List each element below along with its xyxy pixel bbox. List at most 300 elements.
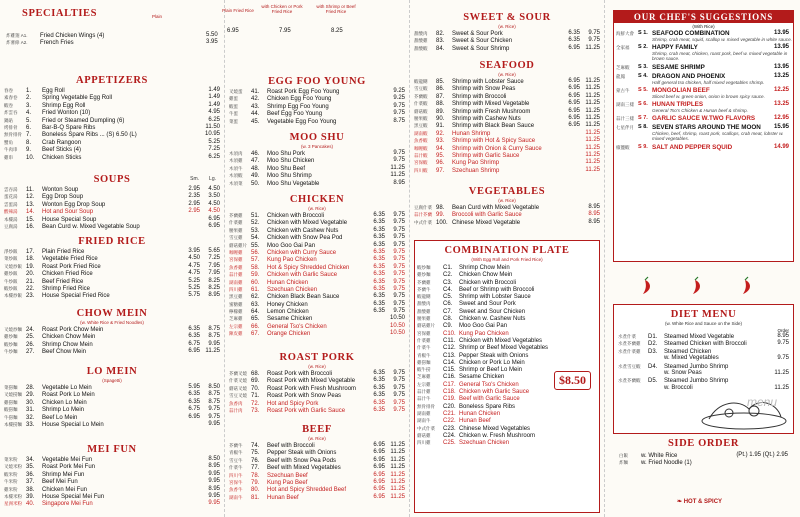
item-price-small: 2.95 — [188, 200, 200, 207]
item-prices — [180, 333, 220, 340]
menu-item-row — [4, 87, 220, 94]
menu-item-row — [414, 137, 600, 144]
item-prices — [180, 201, 220, 208]
menu-item-row — [4, 456, 220, 463]
item-number: 80. — [251, 487, 260, 494]
menu-item-row — [229, 486, 405, 493]
item-number: 44. — [251, 111, 260, 118]
menu-item-row — [4, 493, 220, 500]
item-price-small: 6.95 — [373, 456, 385, 463]
menu-item-row — [4, 223, 220, 230]
chef-title: OUR CHEF'S SUGGESTIONS — [614, 11, 793, 23]
menu-item-row — [4, 117, 220, 124]
chef-item — [614, 115, 793, 122]
item-price-large: 8.75 — [208, 398, 220, 405]
menu-item-row — [229, 227, 405, 234]
combo-sub: (With Egg Roll and Pork Fried Rice) — [471, 257, 543, 262]
item-price-large: 10.50 — [389, 315, 405, 322]
column-3 — [410, 0, 605, 517]
item-name: Szechuan Shrimp — [452, 167, 500, 174]
item-name: w. Fried Noodle (1) — [641, 460, 692, 467]
item-chinese-name: 魚香蝦 — [414, 138, 428, 144]
item-number: 85. — [436, 79, 445, 85]
item-price — [200, 471, 220, 478]
menu-item-row — [229, 400, 405, 407]
combo-item-row — [415, 432, 599, 439]
item-chinese-name: 水煮雪豆蝦 — [618, 363, 641, 369]
item-number: 24. — [26, 327, 35, 333]
item-chinese-name: 雪豆牛 — [229, 457, 243, 463]
item-prices — [365, 392, 405, 399]
moo-shu-section — [229, 132, 405, 187]
item-price — [385, 110, 405, 117]
sweet-sour-title: SWEET & SOUR — [463, 12, 551, 23]
item-price-large: 8.75 — [208, 333, 220, 340]
item-name: Hunan Beef — [459, 418, 491, 425]
fried-rice-list — [4, 248, 220, 300]
item-number: 92. — [436, 130, 445, 137]
item-price: 12.95 — [773, 115, 789, 122]
item-chinese-name: 本樓炒飯 — [4, 293, 22, 299]
item-chinese-name: 牛炒麵 — [4, 349, 18, 355]
item-chinese-name: 蝦炒麵 — [4, 341, 18, 347]
item-chinese-name: 菜撈麵 — [4, 385, 18, 390]
combo-price-badge: $8.50 — [554, 371, 591, 390]
item-title: HUNAN TRIPLES — [652, 101, 704, 109]
item-price-large: 8.25 — [208, 277, 220, 284]
item-name: Vegetable Lo Mein — [42, 385, 92, 391]
item-name: Shrimp Chow Mein — [459, 265, 510, 271]
item-price-value: 9.75 — [393, 102, 405, 109]
item-chinese-name: 湖南蝦 — [414, 130, 428, 136]
item-number: 79. — [251, 479, 260, 486]
item-number: 67. — [251, 331, 260, 338]
item-prices — [180, 216, 220, 223]
item-chinese-name: 什菜雞 — [229, 220, 243, 226]
price-plain: 3.95 — [206, 39, 218, 46]
menu-item-row — [414, 45, 600, 52]
item-price-small: 5.25 — [188, 277, 200, 284]
item-price-large: 9.75 — [393, 293, 405, 300]
menu-item-row — [229, 286, 405, 293]
menu-item-row — [229, 88, 405, 95]
item-price-small: 5.25 — [188, 284, 200, 291]
item-name: Sweet and Sour Pork — [459, 301, 516, 308]
item-prices — [180, 248, 220, 255]
item-prices — [365, 286, 405, 293]
item-name: Hot and Sour Soup — [42, 209, 94, 216]
combo-item-row — [415, 264, 599, 271]
item-price — [385, 95, 405, 102]
item-name: Orange Chicken — [267, 331, 311, 338]
item-number: 72. — [251, 400, 260, 407]
item-price-value: 9.95 — [208, 470, 220, 477]
item-price — [200, 486, 220, 493]
item-chinese-name: 腰果雞 — [417, 316, 431, 322]
item-number: 78. — [251, 472, 260, 479]
item-number: 90. — [436, 115, 445, 122]
item-name: Shrimp with Broccoli — [452, 93, 507, 100]
item-chinese-name: 蝦米粉 — [4, 471, 18, 477]
item-number: 88. — [436, 101, 445, 108]
item-prices — [365, 308, 405, 315]
beef-section — [229, 424, 405, 501]
item-number: 41. — [251, 89, 260, 95]
menu-item-row — [4, 341, 220, 348]
item-prices — [180, 391, 220, 398]
diet-item-row — [618, 340, 789, 347]
item-name: Vegetable Mei Fun — [42, 457, 93, 463]
item-name: Crab Rangoon — [42, 139, 82, 146]
item-number: 3. — [26, 102, 32, 109]
item-name: Chicken with Broccoli — [267, 213, 325, 219]
item-name: Moo Shu Shrimp — [267, 173, 312, 180]
item-price — [200, 124, 220, 131]
item-name: Kung Pao Shrimp — [452, 160, 500, 167]
item-number: 14. — [26, 209, 35, 216]
menu-item-row — [229, 180, 405, 187]
item-number: C14. — [443, 359, 456, 366]
item-number: 21. — [26, 278, 35, 285]
item-price-large: 9.75 — [393, 226, 405, 233]
item-number: 87. — [436, 93, 445, 100]
item-prices — [560, 93, 600, 100]
menu-item-row — [4, 131, 220, 138]
item-price — [385, 165, 405, 172]
item-price-large: 11.25 — [585, 100, 600, 107]
item-price-large: 8.95 — [208, 292, 220, 299]
item-price-large: 8.50 — [208, 384, 220, 390]
item-number: 40. — [26, 501, 35, 508]
item-price-large: 4.50 — [208, 200, 220, 207]
item-name: Broccoli with Garlic Sauce — [452, 212, 522, 219]
item-prices — [560, 152, 600, 159]
chef-item — [614, 44, 793, 61]
sweet-sour-section — [414, 12, 600, 52]
menu-item-row — [414, 30, 600, 37]
diet-sub: (w. White Rice and Sauce on the Side) — [664, 321, 743, 326]
item-chinese-name: 豆腐什菜 — [414, 205, 432, 210]
item-prices — [180, 348, 220, 355]
item-code: S 3. — [638, 63, 648, 70]
combo-item-row — [415, 359, 599, 366]
item-description: Shrimp, crab meat, squid, scallop w. mixed vegetable in white sauce. — [652, 37, 792, 42]
item-name: Bar-B-Q Spare Ribs — [42, 124, 96, 131]
mei-fun-title: MEI FUN — [87, 444, 137, 455]
item-price — [580, 219, 600, 226]
item-price-large: 9.75 — [393, 392, 405, 399]
item-chinese-name: 湖南雞 — [229, 279, 243, 285]
item-chinese-name: 蘑菇雞片 — [417, 323, 435, 329]
item-price — [769, 333, 789, 340]
item-price-large: 5.65 — [208, 248, 220, 254]
item-name: Chicken Black Bean Sauce — [267, 294, 340, 301]
item-prices — [180, 421, 220, 428]
item-price-large: 11.25 — [585, 85, 600, 92]
item-chinese-name: 四川雞 — [417, 440, 431, 446]
chef-item — [614, 30, 793, 42]
menu-item-row — [4, 406, 220, 413]
diet-order-label: Order — [777, 328, 789, 333]
side-order-section — [613, 436, 794, 512]
item-number: 39. — [26, 493, 35, 500]
item-number: 12. — [26, 194, 35, 201]
item-name: Beef Egg Foo Young — [267, 111, 323, 118]
item-price — [769, 348, 789, 355]
item-number: 73. — [251, 407, 260, 414]
item-chinese-name: 全家福 — [616, 45, 630, 51]
menu-item-row — [4, 384, 220, 391]
side-item-row — [619, 459, 788, 466]
item-chinese-name: 中式什菜 — [414, 219, 432, 225]
item-chinese-name: 雞炒飯 — [4, 271, 18, 277]
item-number: C1. — [443, 265, 453, 271]
item-name: Egg Drop Soup — [42, 194, 84, 201]
item-title: SEVEN STARS AROUND THE MOON — [652, 124, 761, 132]
item-number: C3. — [443, 279, 453, 286]
item-name: Fried Wonton (10) — [42, 110, 91, 117]
item-chinese-name: 炸雞翅 A1. — [6, 33, 28, 38]
item-price-value: 6.25 — [208, 116, 220, 123]
menu-item-row — [414, 100, 600, 107]
item-name: Moo Shu Pork — [267, 151, 306, 157]
item-number: C2. — [443, 272, 453, 279]
item-number: 48. — [251, 165, 260, 172]
item-chinese-name: 木須菜 — [229, 180, 243, 186]
menu-item-row — [229, 103, 405, 110]
item-price-small: 6.95 — [568, 78, 580, 84]
item-chinese-name: 淨炒飯 — [4, 249, 18, 254]
item-name: Steamed Chicken — [664, 348, 712, 355]
item-price-small: 6.35 — [373, 285, 385, 292]
combo-list — [415, 264, 599, 446]
combo-item-row — [415, 439, 599, 446]
menu-item-row — [414, 211, 600, 218]
item-price: 13.95 — [773, 44, 789, 51]
item-chinese-name: 水煮什菜雞 — [618, 348, 641, 354]
item-name: Pepper Steak with Onions — [459, 352, 529, 359]
item-price — [200, 117, 220, 124]
item-price — [385, 150, 405, 157]
item-price-small: 6.35 — [373, 248, 385, 255]
item-price-large: 7.95 — [208, 270, 220, 277]
item-price — [200, 146, 220, 153]
combo-item-row — [415, 322, 599, 329]
price-p4: 8.25 — [331, 28, 343, 34]
item-price-large: 11.25 — [585, 159, 600, 166]
combo-item-row — [415, 308, 599, 315]
item-price-value: 8.95 — [393, 179, 405, 186]
item-price-value: 4.95 — [208, 109, 220, 116]
item-number: 77. — [251, 465, 260, 472]
item-prices — [365, 256, 405, 263]
item-name: Moo Shu Vegetable — [267, 180, 320, 187]
item-price-large: 10.50 — [389, 322, 405, 329]
item-price-small: 6.95 — [568, 44, 580, 51]
item-price-small: 6.35 — [373, 271, 385, 278]
menu-item-row — [4, 201, 220, 208]
item-price-value: 9.95 — [208, 478, 220, 485]
menu-item-row — [4, 333, 220, 340]
item-price-value: 1.49 — [208, 94, 220, 101]
item-name: Boneless Spare Ribs ... (S) 6.50 (L) — [42, 132, 137, 139]
item-price-small: 2.35 — [188, 193, 200, 200]
combo-item-row — [415, 330, 599, 337]
column-1 — [0, 0, 225, 517]
item-price — [580, 211, 600, 218]
item-price-large: 8.25 — [208, 284, 220, 291]
item-name: Roast Pork Fried Rice — [42, 263, 101, 270]
item-name: Shrimp with Lobster Sauce — [459, 294, 531, 301]
item-prices — [365, 323, 405, 330]
item-price: 13.25 — [773, 72, 789, 79]
combination-plate-box — [414, 240, 600, 513]
item-price — [200, 94, 220, 101]
item-name: Beef Sticks (4) — [42, 147, 82, 154]
item-prices — [365, 279, 405, 286]
item-chinese-name: 蝦龍糊 — [417, 294, 431, 300]
item-chinese-name: 四川牛 — [229, 472, 243, 478]
chow-mein-sub: (w. White Rice & Fried Noodles) — [80, 320, 144, 325]
item-title: MONGOLIAN BEEF — [652, 86, 710, 94]
item-chinese-name: 青椒牛 — [229, 450, 243, 456]
menu-item-row — [229, 172, 405, 179]
chow-mein-title: CHOW MEIN — [76, 308, 148, 319]
item-chinese-name: 湖南牛 — [229, 494, 243, 500]
item-prices — [365, 264, 405, 271]
price-plain: 5.50 — [206, 32, 218, 38]
item-price-small: 6.35 — [373, 241, 385, 248]
item-chinese-name: 宮保雞 — [417, 330, 431, 336]
item-price-large: 11.25 — [390, 478, 405, 485]
item-number: 31. — [26, 407, 35, 414]
item-chinese-name: 咖喱雞 — [229, 249, 243, 255]
menu-item-row — [4, 278, 220, 285]
item-name: w. White Rice — [641, 453, 678, 459]
item-number: C10. — [443, 330, 456, 337]
item-name: Sesame Chicken — [267, 316, 313, 323]
item-title: DRAGON AND PHOENIX — [652, 72, 726, 80]
menu-item-row — [4, 399, 220, 406]
item-name: Roast Pork with Mixed Vegetable — [267, 378, 356, 385]
item-price-value: 11.25 — [774, 384, 789, 391]
item-price-small: 6.95 — [373, 449, 385, 456]
item-name: Steamed Chicken with Broccoli — [664, 341, 747, 348]
chow-mein-section — [4, 308, 220, 356]
item-number: 10. — [26, 154, 35, 161]
chef-item — [614, 73, 793, 85]
item-prices — [180, 208, 220, 215]
item-number: 55. — [251, 242, 260, 249]
item-chinese-name: 魚香牛 — [229, 487, 243, 493]
item-number: C8. — [443, 316, 453, 323]
item-number: C12. — [443, 345, 456, 352]
item-number: 19. — [26, 263, 35, 270]
item-prices — [365, 464, 405, 471]
item-price-small: 6.35 — [568, 37, 580, 44]
item-name: Hunan Shrimp — [452, 130, 491, 137]
lo-mein-section — [4, 366, 220, 428]
item-number: 68. — [251, 371, 260, 377]
item-price-value: 9.95 — [208, 500, 220, 507]
item-name: Singapore Mei Fun — [42, 501, 93, 508]
item-chinese-name: 蝦蛋 — [229, 103, 238, 109]
item-chinese-name: 木須雞 — [229, 158, 243, 164]
item-chinese-name: 什菜雞 — [417, 337, 431, 343]
menu-item-row — [229, 442, 405, 449]
item-number: 17. — [26, 249, 35, 255]
seafood-list — [414, 78, 600, 174]
combo-item-row — [415, 403, 599, 410]
sweet-sour-list — [414, 30, 600, 52]
item-chinese-name: 芥蘭蝦 — [414, 93, 428, 99]
item-chinese-name: 蝦炒飯 — [4, 285, 18, 291]
item-chinese-name: 蘑菇雞 — [417, 432, 431, 438]
roast-pork-section — [229, 352, 405, 414]
item-name: Beef with Broccoli — [267, 443, 315, 449]
item-name: Chicken with Mixed Vegetable — [267, 220, 348, 227]
item-number: 18. — [26, 256, 35, 263]
item-number: 8. — [26, 139, 32, 146]
item-price-large: 9.75 — [393, 399, 405, 406]
item-chinese-name: 甜酸肉 — [417, 301, 431, 307]
item-name: Hunan Chicken — [267, 279, 309, 286]
combo-title: COMBINATION PLATE — [444, 245, 570, 256]
item-price-small: 6.35 — [188, 326, 200, 332]
item-title: HAPPY FAMILY — [652, 44, 698, 52]
item-price-value: 1.49 — [208, 101, 220, 108]
item-name: Roast Pork with Broccoli — [267, 371, 333, 377]
item-name: Vegetable Fried Rice — [42, 256, 98, 263]
mei-fun-list — [4, 456, 220, 508]
item-price — [200, 102, 220, 109]
item-chinese-name: 白飯 — [619, 453, 628, 458]
item-price-value: 9.75 — [393, 150, 405, 156]
item-chinese-name: 蒜汁牛 — [417, 396, 431, 402]
menu-item-row — [229, 249, 405, 256]
item-price-large: 9.75 — [588, 30, 600, 36]
item-name: Beef Chow Mein — [42, 349, 87, 356]
item-number: C5. — [443, 294, 453, 301]
item-chinese-name: 芝麻蝦 — [616, 64, 630, 70]
appetizers-section — [4, 75, 220, 161]
item-number: 16. — [26, 223, 35, 230]
item-price-small: 6.95 — [568, 92, 580, 99]
menu-item-row — [4, 463, 220, 470]
item-price-small: 6.35 — [373, 219, 385, 226]
pepper-row — [635, 276, 785, 296]
item-number: 32. — [26, 414, 35, 421]
item-number: 15. — [26, 216, 35, 223]
item-name: Fried Chicken Wings (4) — [40, 33, 105, 39]
item-chinese-name: 炸薯條 A2. — [6, 40, 28, 46]
item-chinese-name: 蘑菇蝦 — [414, 108, 428, 114]
menu-item-row — [229, 219, 405, 226]
item-number: C15. — [443, 367, 456, 374]
item-name: Beef or Shrimp with Broccoli — [459, 286, 535, 293]
item-number: 27. — [26, 349, 35, 356]
item-code: S 7. — [638, 115, 648, 122]
item-number: C21. — [443, 410, 456, 417]
menu-item-row — [229, 315, 405, 322]
diet-item-row — [618, 363, 789, 370]
item-number: 46. — [251, 151, 260, 157]
seafood-title: SEAFOOD — [479, 60, 535, 71]
menu-item-row — [229, 301, 405, 308]
item-price-value: 6.25 — [208, 153, 220, 160]
item-number: 76. — [251, 457, 260, 464]
chef-item — [614, 87, 793, 99]
